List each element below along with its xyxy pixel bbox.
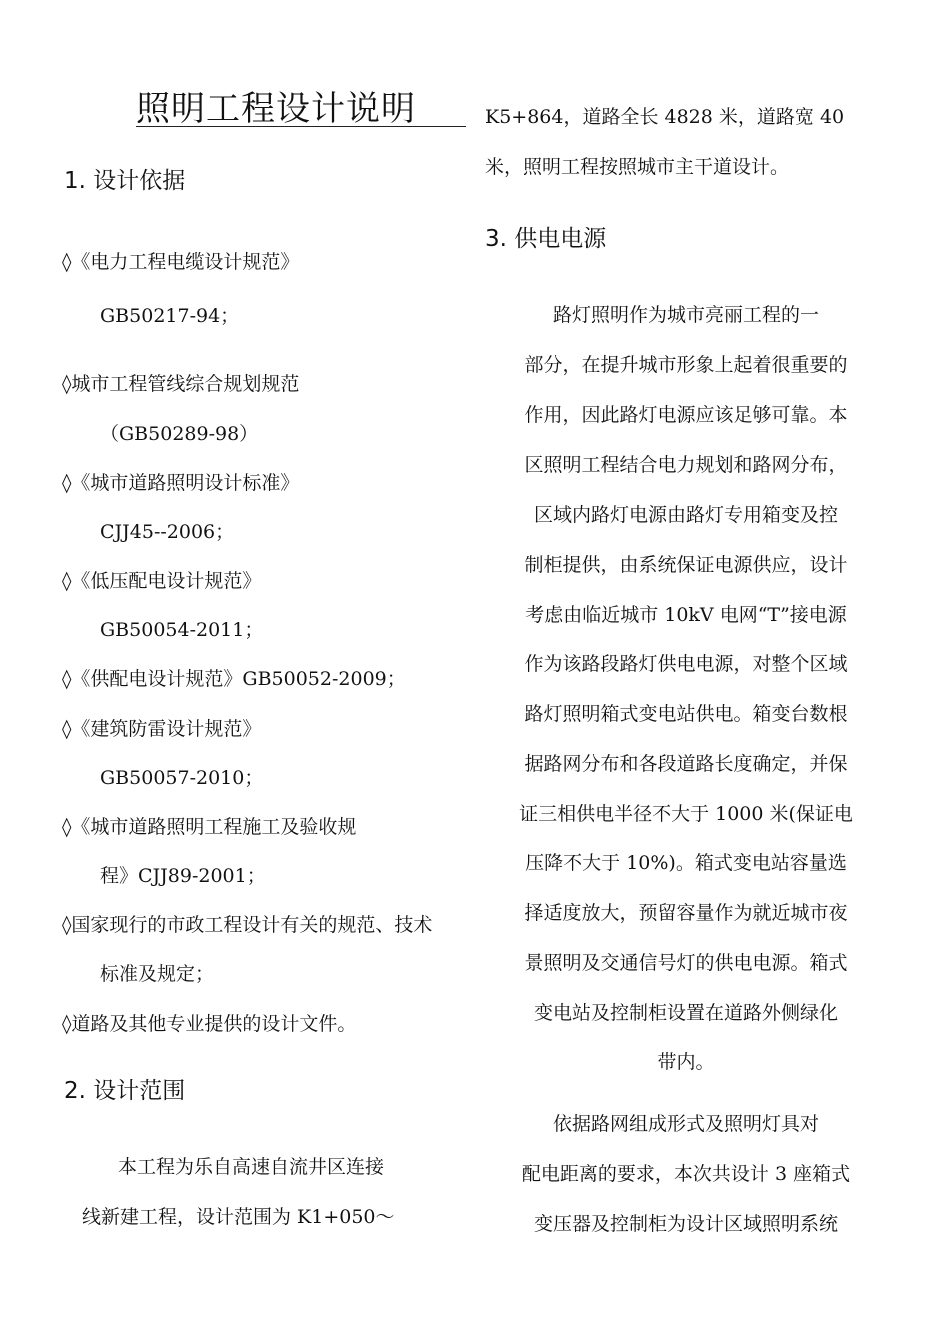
scope-line-4: 米，照明工程按照城市主干道设计。 xyxy=(485,156,790,178)
section-2-heading: 2. 设计范围 xyxy=(64,1078,186,1104)
power-para1-line-15: 变电站及控制柜设置在道路外侧绿化 xyxy=(533,1002,838,1024)
power-para2-line-2: 配电距离的要求，本次共设计 3 座箱式 xyxy=(521,1163,851,1185)
power-para2-line-1: 依据路网组成形式及照明灯具对 xyxy=(552,1113,819,1135)
power-para1-line-8: 作为该路段路灯供电电源，对整个区域 xyxy=(524,653,848,675)
basis-line-8: GB50054-2011； xyxy=(100,619,264,641)
power-para1-line-3: 作用，因此路灯电源应该足够可靠。本 xyxy=(524,404,848,426)
section-1-heading: 1. 设计依据 xyxy=(64,168,186,194)
power-para1-line-7: 考虑由临近城市 10kV 电网“T”接电源 xyxy=(525,604,847,626)
power-para1-line-12: 压降不大于 10%)。箱式变电站容量选 xyxy=(525,852,847,874)
scope-line-3: K5+864，道路全长 4828 米，道路宽 40 xyxy=(485,106,845,128)
basis-line-6: CJJ45--2006； xyxy=(100,521,235,543)
power-para1-line-1: 路灯照明作为城市亮丽工程的一 xyxy=(552,304,819,326)
basis-line-3: ◊城市工程管线综合规划规范 xyxy=(62,373,300,395)
basis-line-14: ◊国家现行的市政工程设计有关的规范、技术 xyxy=(62,914,433,936)
power-para1-line-10: 据路网分布和各段道路长度确定，并保 xyxy=(524,753,848,775)
scope-line-1: 本工程为乐自高速自流井区连接 xyxy=(118,1156,385,1178)
basis-line-10: ◊《建筑防雷设计规范》 xyxy=(62,718,262,740)
basis-line-2: GB50217-94； xyxy=(100,305,240,327)
document-title: 照明工程设计说明 xyxy=(136,89,416,129)
power-para2-line-3: 变压器及控制柜为设计区域照明系统 xyxy=(533,1213,838,1235)
basis-line-16: ◊道路及其他专业提供的设计文件。 xyxy=(62,1013,357,1035)
power-para1-line-9: 路灯照明箱式变电站供电。箱变台数根 xyxy=(524,703,848,725)
basis-line-15: 标准及规定； xyxy=(100,963,215,985)
power-para1-line-13: 择适度放大，预留容量作为就近城市夜 xyxy=(524,902,848,924)
basis-line-9: ◊《供配电设计规范》GB50052-2009； xyxy=(62,668,406,690)
basis-line-1: ◊《电力工程电缆设计规范》 xyxy=(62,251,300,273)
section-3-heading: 3. 供电电源 xyxy=(485,226,607,252)
basis-line-5: ◊《城市道路照明设计标准》 xyxy=(62,472,300,494)
basis-line-13: 程》CJJ89-2001； xyxy=(100,865,266,887)
power-para1-line-14: 景照明及交通信号灯的供电电源。箱式 xyxy=(524,952,848,974)
power-para1-line-5: 区域内路灯电源由路灯专用箱变及控 xyxy=(533,504,838,526)
basis-line-4: （GB50289-98） xyxy=(100,423,259,445)
power-para1-line-11: 证三相供电半径不大于 1000 米(保证电 xyxy=(519,803,853,825)
power-para1-line-6: 制柜提供，由系统保证电源供应，设计 xyxy=(524,554,848,576)
power-para1-line-16: 带内。 xyxy=(657,1051,715,1073)
basis-line-11: GB50057-2010； xyxy=(100,767,264,789)
title-underline xyxy=(136,126,466,127)
power-para1-line-2: 部分，在提升城市形象上起着很重要的 xyxy=(524,354,848,376)
basis-line-7: ◊《低压配电设计规范》 xyxy=(62,570,262,592)
scope-line-2: 线新建工程，设计范围为 K1+050～ xyxy=(82,1206,395,1228)
power-para1-line-4: 区照明工程结合电力规划和路网分布， xyxy=(524,454,848,476)
basis-line-12: ◊《城市道路照明工程施工及验收规 xyxy=(62,816,357,838)
